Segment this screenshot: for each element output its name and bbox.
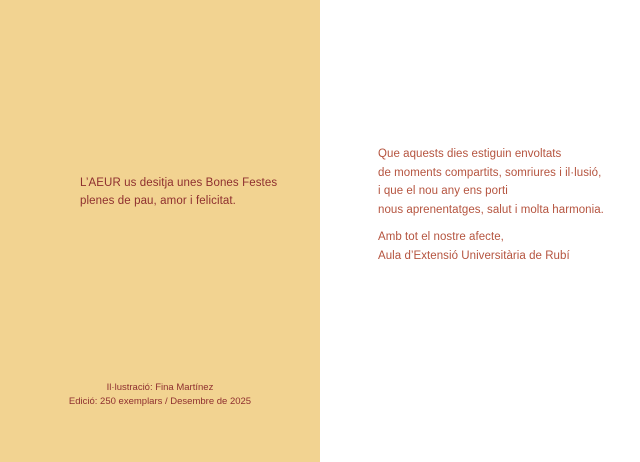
signoff-organization: Aula d’Extensió Universitària de Rubí	[378, 249, 570, 262]
message-line-2: de moments compartits, somriures i il·lusió,	[378, 166, 602, 179]
message-line-3: i que el nou any ens porti	[378, 185, 508, 198]
signoff-block	[378, 228, 628, 265]
right-page-panel	[320, 0, 640, 462]
greeting-line-2: plenes de pau, amor i felicitat.	[80, 194, 236, 207]
message-text-block	[378, 145, 628, 220]
greeting-text-block	[80, 175, 295, 211]
message-line-1: Que aquests dies estiguin envoltats	[378, 148, 562, 160]
signoff-line-1: Amb tot el nostre afecte,	[378, 231, 504, 243]
credits-block	[0, 381, 320, 410]
message-line-4: nous aprenentatges, salut i molta harmonia.	[378, 204, 604, 217]
credits-illustration: Il·lustració: Fina Martínez	[106, 382, 214, 393]
credits-edition: Edició: 250 exemplars / Desembre de 2025	[68, 396, 252, 408]
greeting-line-1: L’AEUR us desitja unes Bones Festes	[80, 177, 278, 189]
